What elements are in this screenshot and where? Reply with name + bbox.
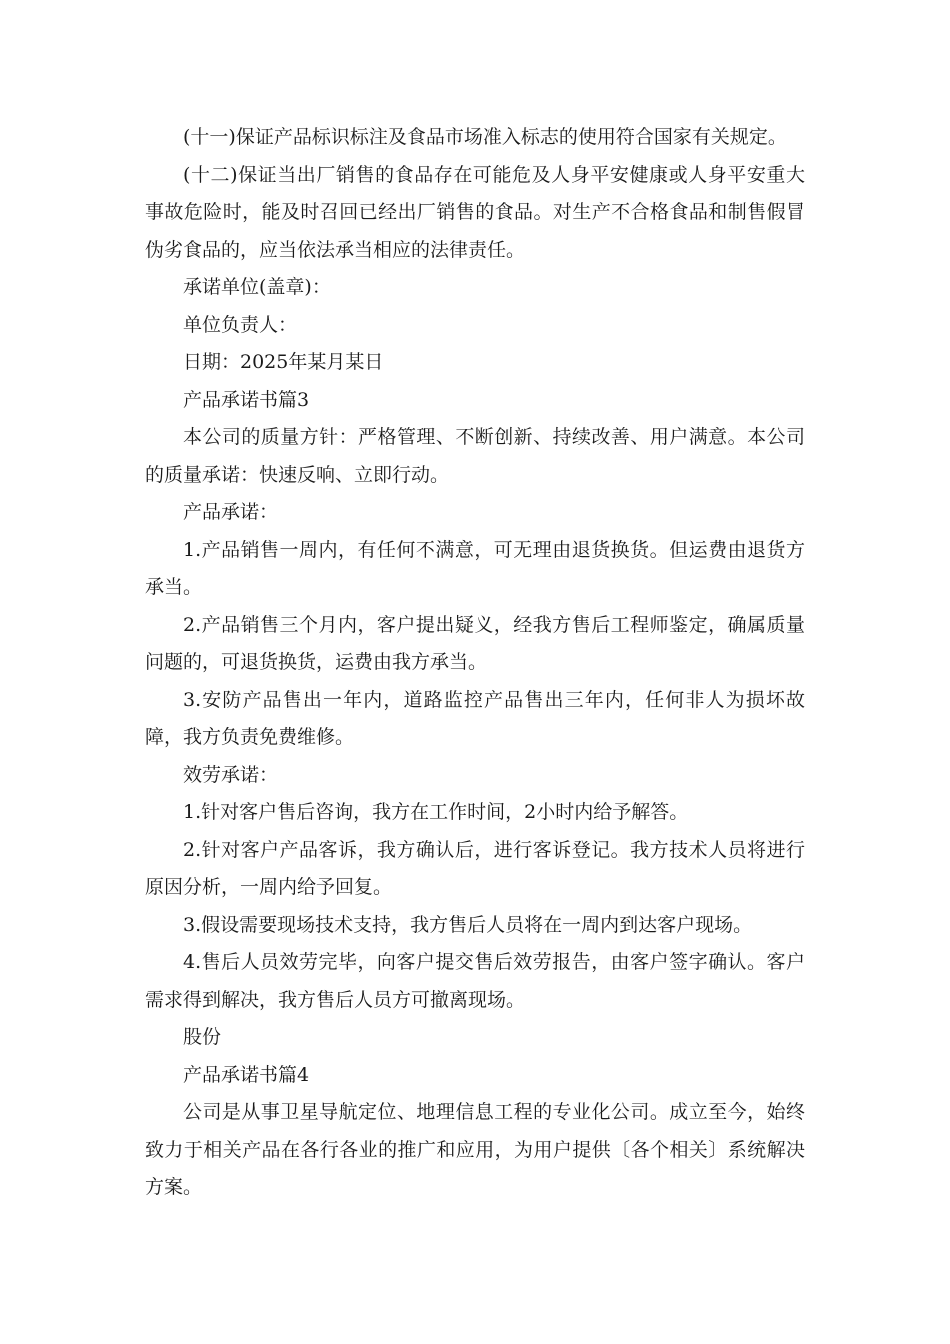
service-commitment-heading: 效劳承诺： (183, 763, 279, 786)
company-intro: 公司是从事卫星导航定位、地理信息工程的专业化公司。成立至今，始终致力于相关产品在各行各业的推广和应用，为用户提供〔各个相关〕系统解决方案。 (145, 1101, 805, 1198)
product-commitment-heading: 产品承诺： (183, 501, 279, 523)
section-heading-3: 产品承诺书篇3 (183, 388, 310, 411)
signatory-unit: 承诺单位(盖章)： (183, 276, 331, 298)
product-commitment-2: 2.产品销售三个月内，客户提出疑义，经我方售后工程师鉴定，确属质量问题的，可退货换货，运费由我方承当。 (145, 613, 805, 673)
paragraph-item-12: (十二)保证当出厂销售的食品存在可能危及人身平安健康或人身平安重大事故危险时，能及时召回已经出厂销售的食品。对生产不合格食品和制售假冒伪劣食品的，应当依法承当相应的法律责任。 (145, 163, 805, 261)
service-commitment-4: 4.售后人员效劳完毕，向客户提交售后效劳报告，由客户签字确认。客户需求得到解决，我方售后人员方可撤离现场。 (145, 951, 805, 1011)
document-body (145, 119, 805, 1207)
service-commitment-3: 3.假设需要现场技术支持，我方售后人员将在一周内到达客户现场。 (183, 913, 753, 936)
signatory-person: 单位负责人： (183, 313, 298, 336)
service-commitment-2: 2.针对客户产品客诉，我方确认后，进行客诉登记。我方技术人员将进行原因分析，一周内给予回复。 (145, 838, 805, 898)
signature-date: 日期：2025年某月某日 (183, 351, 384, 373)
paragraph-item-11: (十一)保证产品标识标注及食品市场准入标志的使用符合国家有关规定。 (183, 126, 787, 148)
section-heading-4: 产品承诺书篇4 (183, 1063, 310, 1086)
company-suffix: 股份 (183, 1026, 222, 1048)
service-commitment-1: 1.针对客户售后咨询，我方在工作时间，2小时内给予解答。 (183, 801, 689, 823)
product-commitment-3: 3.安防产品售出一年内，道路监控产品售出三年内，任何非人为损坏故障，我方负责免费维修。 (145, 688, 805, 748)
quality-policy: 本公司的质量方针：严格管理、不断创新、持续改善、用户满意。本公司的质量承诺：快速反响、立即行动。 (145, 426, 805, 486)
product-commitment-1: 1.产品销售一周内，有任何不满意，可无理由退货换货。但运费由退货方承当。 (145, 538, 805, 598)
